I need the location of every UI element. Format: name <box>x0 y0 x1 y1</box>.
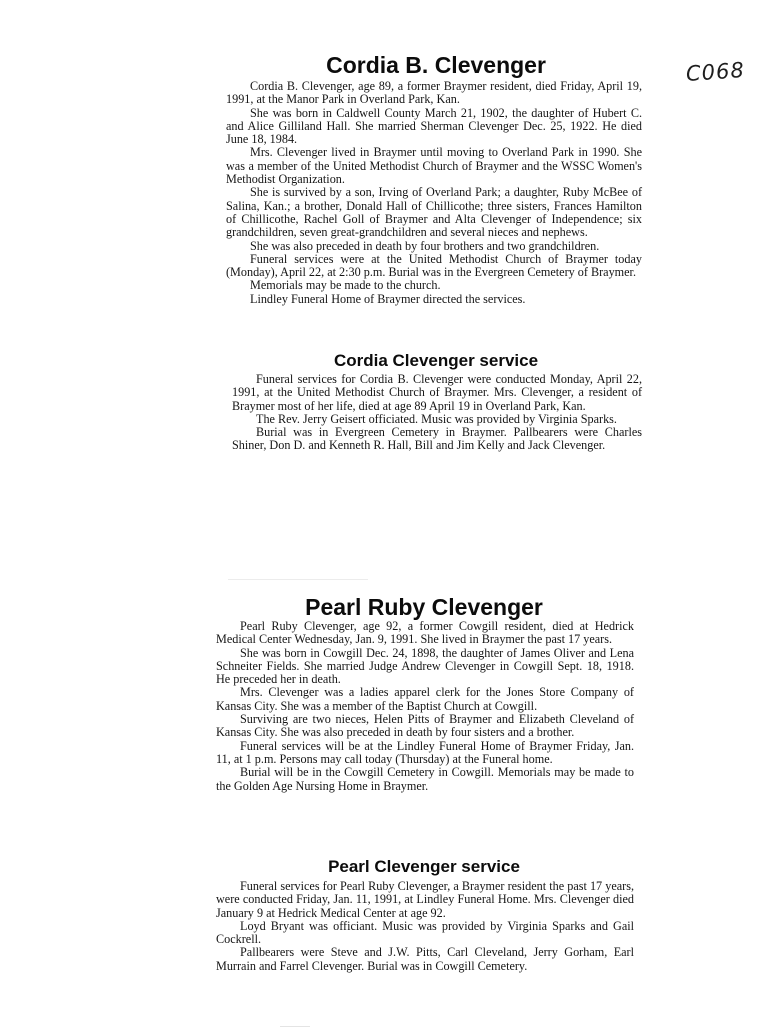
paragraph: Burial will be in the Cowgill Cemetery in Cowgill. Memorials may be made to the Golden Age Nursing Home in Braymer. <box>216 765 634 793</box>
paragraph: Cordia B. Clevenger, age 89, a former Braymer resident, died Friday, April 19, 1991, at the Manor Park in Overland Park, Kan. <box>226 79 642 107</box>
paragraph: The Rev. Jerry Geisert officiated. Music was provided by Virginia Sparks. <box>256 411 617 426</box>
paragraph: Funeral services for Cordia B. Clevenger were conducted Monday, April 22, 1991, at the United Methodist Church of Braymer. Mrs. Clevenger, a resident of Braymer most of her life, died at age 89 April 19 in Overland Park, Kan. <box>232 372 642 413</box>
paragraph: She was born in Cowgill Dec. 24, 1898, the daughter of James Oliver and Lena Schneiter Fields. She married Judge Andrew Clevenger in Cowgill Sept. 18, 1918. He preceded her in death. <box>216 645 634 687</box>
paragraph: Funeral services will be at the Lindley Funeral Home of Braymer Friday, Jan. 11, at 1 p.m. Persons may call today (Thursday) at the Funeral home. <box>216 738 634 766</box>
paragraph: Surviving are two nieces, Helen Pitts of Braymer and Elizabeth Cleveland of Kansas City. She was also preceded in death by four sisters and a brother. <box>216 712 634 740</box>
paragraph: Burial was in Evergreen Cemetery in Braymer. Pallbearers were Charles Shiner, Don D. and Kenneth R. Hall, Bill and Jim Kelly and Jack Clevenger. <box>232 425 642 453</box>
paragraph: Pearl Ruby Clevenger, age 92, a former Cowgill resident, died at Hedrick Medical Center Wednesday, Jan. 9, 1991. She lived in Braymer the past 17 years. <box>216 619 634 647</box>
paragraph: Mrs. Clevenger lived in Braymer until moving to Overland Park in 1990. She was a member of the United Methodist Church of Braymer and the WSSC Women's Methodist Organization. <box>226 145 642 187</box>
obituary-title: Cordia B. Clevenger <box>326 52 546 78</box>
divider <box>228 579 368 580</box>
service-body <box>216 880 634 973</box>
paragraph: Mrs. Clevenger was a ladies apparel clerk for the Jones Store Company of Kansas City. She was a member of the Baptist Church at Cowgill. <box>216 685 634 713</box>
obituary-body <box>216 620 634 793</box>
paragraph: Funeral services were at the United Methodist Church of Braymer today (Monday), April 22, at 2:30 p.m. Burial was in the Evergreen Cemetery of Braymer. <box>226 251 642 280</box>
service-title: Cordia Clevenger service <box>333 351 539 370</box>
paragraph: She was also preceded in death by four brothers and two grandchildren. <box>250 238 600 253</box>
service-title: Pearl Clevenger service <box>328 857 520 876</box>
obituary-body <box>226 80 642 306</box>
paragraph: Memorials may be made to the church. <box>250 278 441 293</box>
paragraph: She is survived by a son, Irving of Overland Park; a daughter, Ruby McBee of Salina, Kan.; a brother, Donald Hall of Chillicothe; three sisters, Frances Hamilton of Chillicothe, Rachel Goll of Braymer and Alta Clevenger of Independence; six grandchildren, seven great-grandchildren and several nieces and nephews. <box>226 185 642 240</box>
service-body <box>232 373 642 453</box>
scan-artifact <box>280 1026 310 1027</box>
paragraph: Loyd Bryant was officiant. Music was provided by Virginia Sparks and Gail Cockrell. <box>216 918 634 947</box>
paragraph: She was born in Caldwell County March 21, 1902, the daughter of Hubert C. and Alice Gilliland Hall. She married Sherman Clevenger Dec. 25, 1922. He died June 18, 1984. <box>226 105 642 147</box>
paragraph: Lindley Funeral Home of Braymer directed the services. <box>250 291 526 306</box>
handwritten-code: C068 <box>685 57 746 87</box>
obituary-title: Pearl Ruby Clevenger <box>305 594 543 620</box>
paragraph: Pallbearers were Steve and J.W. Pitts, Carl Cleveland, Jerry Gorham, Earl Murrain and Farrel Clevenger. Burial was in Cowgill Cemetery. <box>216 945 634 973</box>
paragraph: Funeral services for Pearl Ruby Clevenger, a Braymer resident the past 17 years, were conducted Friday, Jan. 11, 1991, at Lindley Funeral Home. Mrs. Clevenger died January 9 at Hedrick Medical Center at age 92. <box>216 879 634 920</box>
